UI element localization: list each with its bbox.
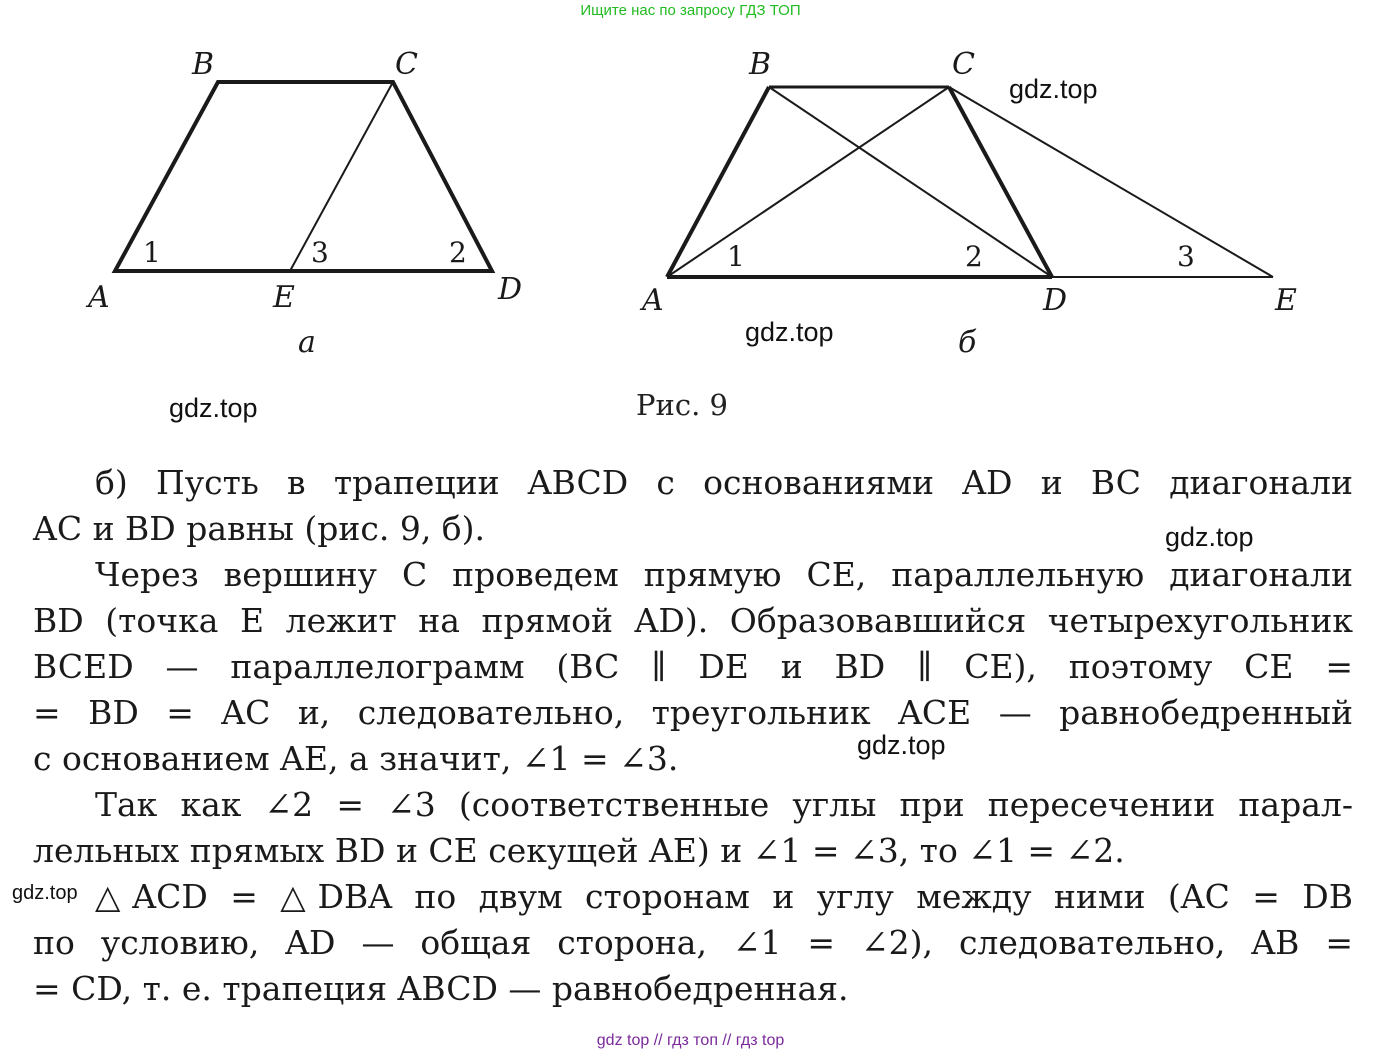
diagonal-bd-b: [769, 87, 1052, 277]
point-label-e-b: E: [1275, 283, 1297, 318]
figure-b: [639, 47, 1297, 360]
figure-a: [85, 47, 522, 360]
figure-sublabel-a: а: [298, 325, 316, 360]
point-label-d-b: D: [1043, 283, 1068, 318]
text-line: = CD, т. е. трапеция ABCD — равнобедренная.: [33, 969, 849, 1008]
point-label-e-a: E: [273, 280, 295, 315]
side-ab-b: [667, 87, 769, 277]
text-line: б) Пусть в трапеции ABCD с основаниями AD и BC диагонали: [95, 463, 1353, 502]
text-line: AC и BD равны (рис. 9, б).: [33, 509, 486, 548]
point-label-c-a: C: [395, 47, 418, 82]
figure-sublabel-b: б: [958, 325, 977, 360]
segment-ce-a: [290, 82, 393, 271]
text-line: BD (точка E лежит на прямой AD). Образовавшийся четырехугольник: [33, 601, 1353, 640]
point-label-b-a: B: [192, 47, 215, 82]
text-line: по условию, AD — общая сторона, ∠1 = ∠2), следовательно, AB =: [33, 923, 1353, 962]
angle-label-2-b: 2: [965, 240, 983, 273]
segment-ce-b: [949, 87, 1273, 277]
point-label-a-b: A: [642, 283, 664, 318]
text-line: с основанием AE, а значит, ∠1 = ∠3.: [33, 739, 679, 778]
figure-caption: Рис. 9: [636, 388, 728, 422]
solution-text: [33, 460, 1353, 1012]
text-line: = BD = AC и, следовательно, треугольник ACE — равнобедренный: [33, 693, 1353, 732]
text-line: Через вершину C проведем прямую CE, параллельную диагонали: [95, 555, 1353, 594]
angle-label-3-a: 3: [311, 236, 329, 269]
point-label-c-b: C: [952, 47, 975, 82]
angle-label-1-b: 1: [727, 240, 745, 273]
text-line: Так как ∠2 = ∠3 (соответственные углы при пересечении парал-: [95, 785, 1353, 824]
angle-label-1-a: 1: [143, 236, 161, 269]
watermark: gdz.top: [1009, 74, 1098, 104]
angle-label-3-b: 3: [1177, 240, 1195, 273]
watermark: gdz.top: [857, 730, 946, 760]
watermark: gdz.top: [12, 882, 78, 904]
watermark: gdz.top: [169, 393, 258, 423]
point-label-a-a: A: [88, 280, 110, 315]
watermark: gdz.top: [1165, 522, 1254, 552]
text-line: △ACD = △DBA по двум сторонам и углу между ними (AC = DB: [95, 877, 1353, 916]
text-line: BCED — параллелограмм (BC ∥ DE и BD ∥ CE), поэтому CE =: [33, 647, 1353, 686]
text-line: лельных прямых BD и CE секущей AE) и ∠1 = ∠3, то ∠1 = ∠2.: [33, 831, 1125, 870]
point-label-b-b: B: [749, 47, 772, 82]
trapezoid-abcd-a: [115, 82, 492, 271]
diagonal-ac-b: [667, 87, 949, 277]
search-banner[interactable]: Ищите нас по запросу ГДЗ ТОП: [580, 2, 801, 19]
angle-label-2-a: 2: [449, 236, 467, 269]
point-label-d-a: D: [498, 272, 523, 307]
watermark: gdz.top: [745, 317, 834, 347]
footer-links[interactable]: gdz top // гдз топ // гдз top: [596, 1032, 785, 1049]
